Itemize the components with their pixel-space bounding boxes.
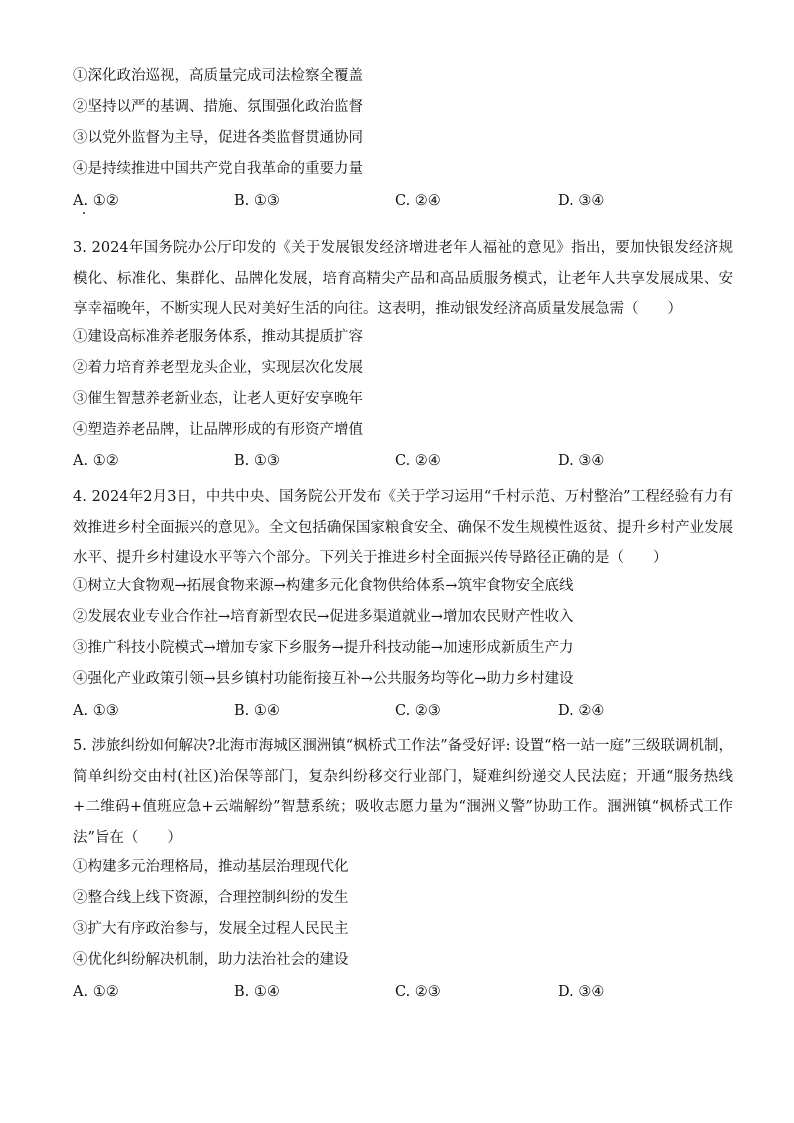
q5-item-3: ③扩大有序政治参与，发展全过程人民民主 [73, 921, 349, 937]
q2-option-c[interactable]: C. ②④ [395, 193, 441, 209]
q5-item-2: ②整合线上线下资源，合理控制纠纷的发生 [73, 890, 349, 906]
q2-option-b[interactable]: B. ①③ [234, 193, 280, 209]
q2-item-3: ③以党外监督为主导，促进各类监督贯通协同 [73, 130, 363, 146]
q3-options [73, 451, 733, 471]
q5-stem: 5. 涉旅纠纷如何解决?北海市海城区涠洲镇“枫桥式工作法”备受好评: 设置“格一站一庭”三级联调机制，简单纠纷交由村(社区)治保等部门，复杂纠纷移交行业部门，疑难纠纷递交人民法庭；开通“服务热线+二维码+值班应急+云端解纷”智慧系统；吸收志愿力量为“涠洲义警”协助工作。涠洲镇“枫桥式工作法”旨在（ ） [73, 738, 733, 846]
q5-options [73, 982, 733, 1002]
q2-item-4: ④是持续推进中国共产党自我革命的重要力量 [73, 161, 363, 177]
q5-option-b[interactable]: B. ①④ [234, 984, 280, 1000]
q2-option-a[interactable]: A. ①② [73, 193, 119, 209]
q4-item-1: ①树立大食物观→拓展食物来源→构建多元化食物供给体系→筑牢食物安全底线 [73, 578, 574, 594]
q4-option-d[interactable]: D. ②④ [558, 703, 605, 719]
q5-item-4: ④优化纠纷解决机制，助力法治社会的建设 [73, 952, 349, 968]
q4-item-2: ②发展农业专业合作社→培育新型农民→促进多渠道就业→增加农民财产性收入 [73, 609, 574, 625]
q3-option-c[interactable]: C. ②④ [395, 453, 441, 469]
q5-option-c[interactable]: C. ②③ [395, 984, 441, 1000]
q3-item-2: ②着力培育养老型龙头企业，实现层次化发展 [73, 360, 363, 376]
q3-item-1: ①建设高标准养老服务体系，推动其提质扩容 [73, 329, 363, 345]
q5-option-a[interactable]: A. ①② [73, 984, 119, 1000]
q2-item-1: ①深化政治巡视，高质量完成司法检察全覆盖 [73, 68, 363, 84]
q2-option-d[interactable]: D. ③④ [558, 193, 605, 209]
q3-item-4: ④塑造养老品牌，让品牌形成的有形资产增值 [73, 422, 363, 438]
q3-stem: 3. 2024年国务院办公厅印发的《关于发展银发经济增进老年人福祉的意见》指出，要加快银发经济规模化、标准化、集群化、品牌化发展，培育高精尖产品和高品质服务模式，让老年人共享发展成果、安享幸福晚年，不断实现人民对美好生活的向往。这表明，推动银发经济高质量发展急需（ ） [73, 240, 733, 318]
q4-options [73, 701, 733, 721]
stray-dot-mark [83, 212, 85, 214]
q3-item-3: ③催生智慧养老新业态，让老人更好安享晚年 [73, 391, 363, 407]
q4-stem: 4. 2024年2月3日，中共中央、国务院公开发布《关于学习运用“千村示范、万村整治”工程经验有力有效推进乡村全面振兴的意见》。全文包括确保国家粮食安全、确保不发生规模性返贫、提升乡村产业发展水平、提升乡村建设水平等六个部分。下列关于推进乡村全面振兴传导路径正确的是（ ） [73, 489, 733, 567]
q4-option-b[interactable]: B. ①④ [234, 703, 280, 719]
q4-item-3: ③推广科技小院模式→增加专家下乡服务→提升科技动能→加速形成新质生产力 [73, 640, 574, 656]
q2-item-2: ②坚持以严的基调、措施、氛围强化政治监督 [73, 99, 363, 115]
q2-options [73, 191, 733, 211]
q4-option-a[interactable]: A. ①③ [73, 703, 119, 719]
q3-option-b[interactable]: B. ①③ [234, 453, 280, 469]
q3-option-a[interactable]: A. ①② [73, 453, 119, 469]
q4-item-4: ④强化产业政策引领→县乡镇村功能衔接互补→公共服务均等化→助力乡村建设 [73, 671, 574, 687]
q4-option-c[interactable]: C. ②③ [395, 703, 441, 719]
q3-option-d[interactable]: D. ③④ [558, 453, 605, 469]
q5-option-d[interactable]: D. ③④ [558, 984, 605, 1000]
q5-item-1: ①构建多元治理格局，推动基层治理现代化 [73, 859, 349, 875]
